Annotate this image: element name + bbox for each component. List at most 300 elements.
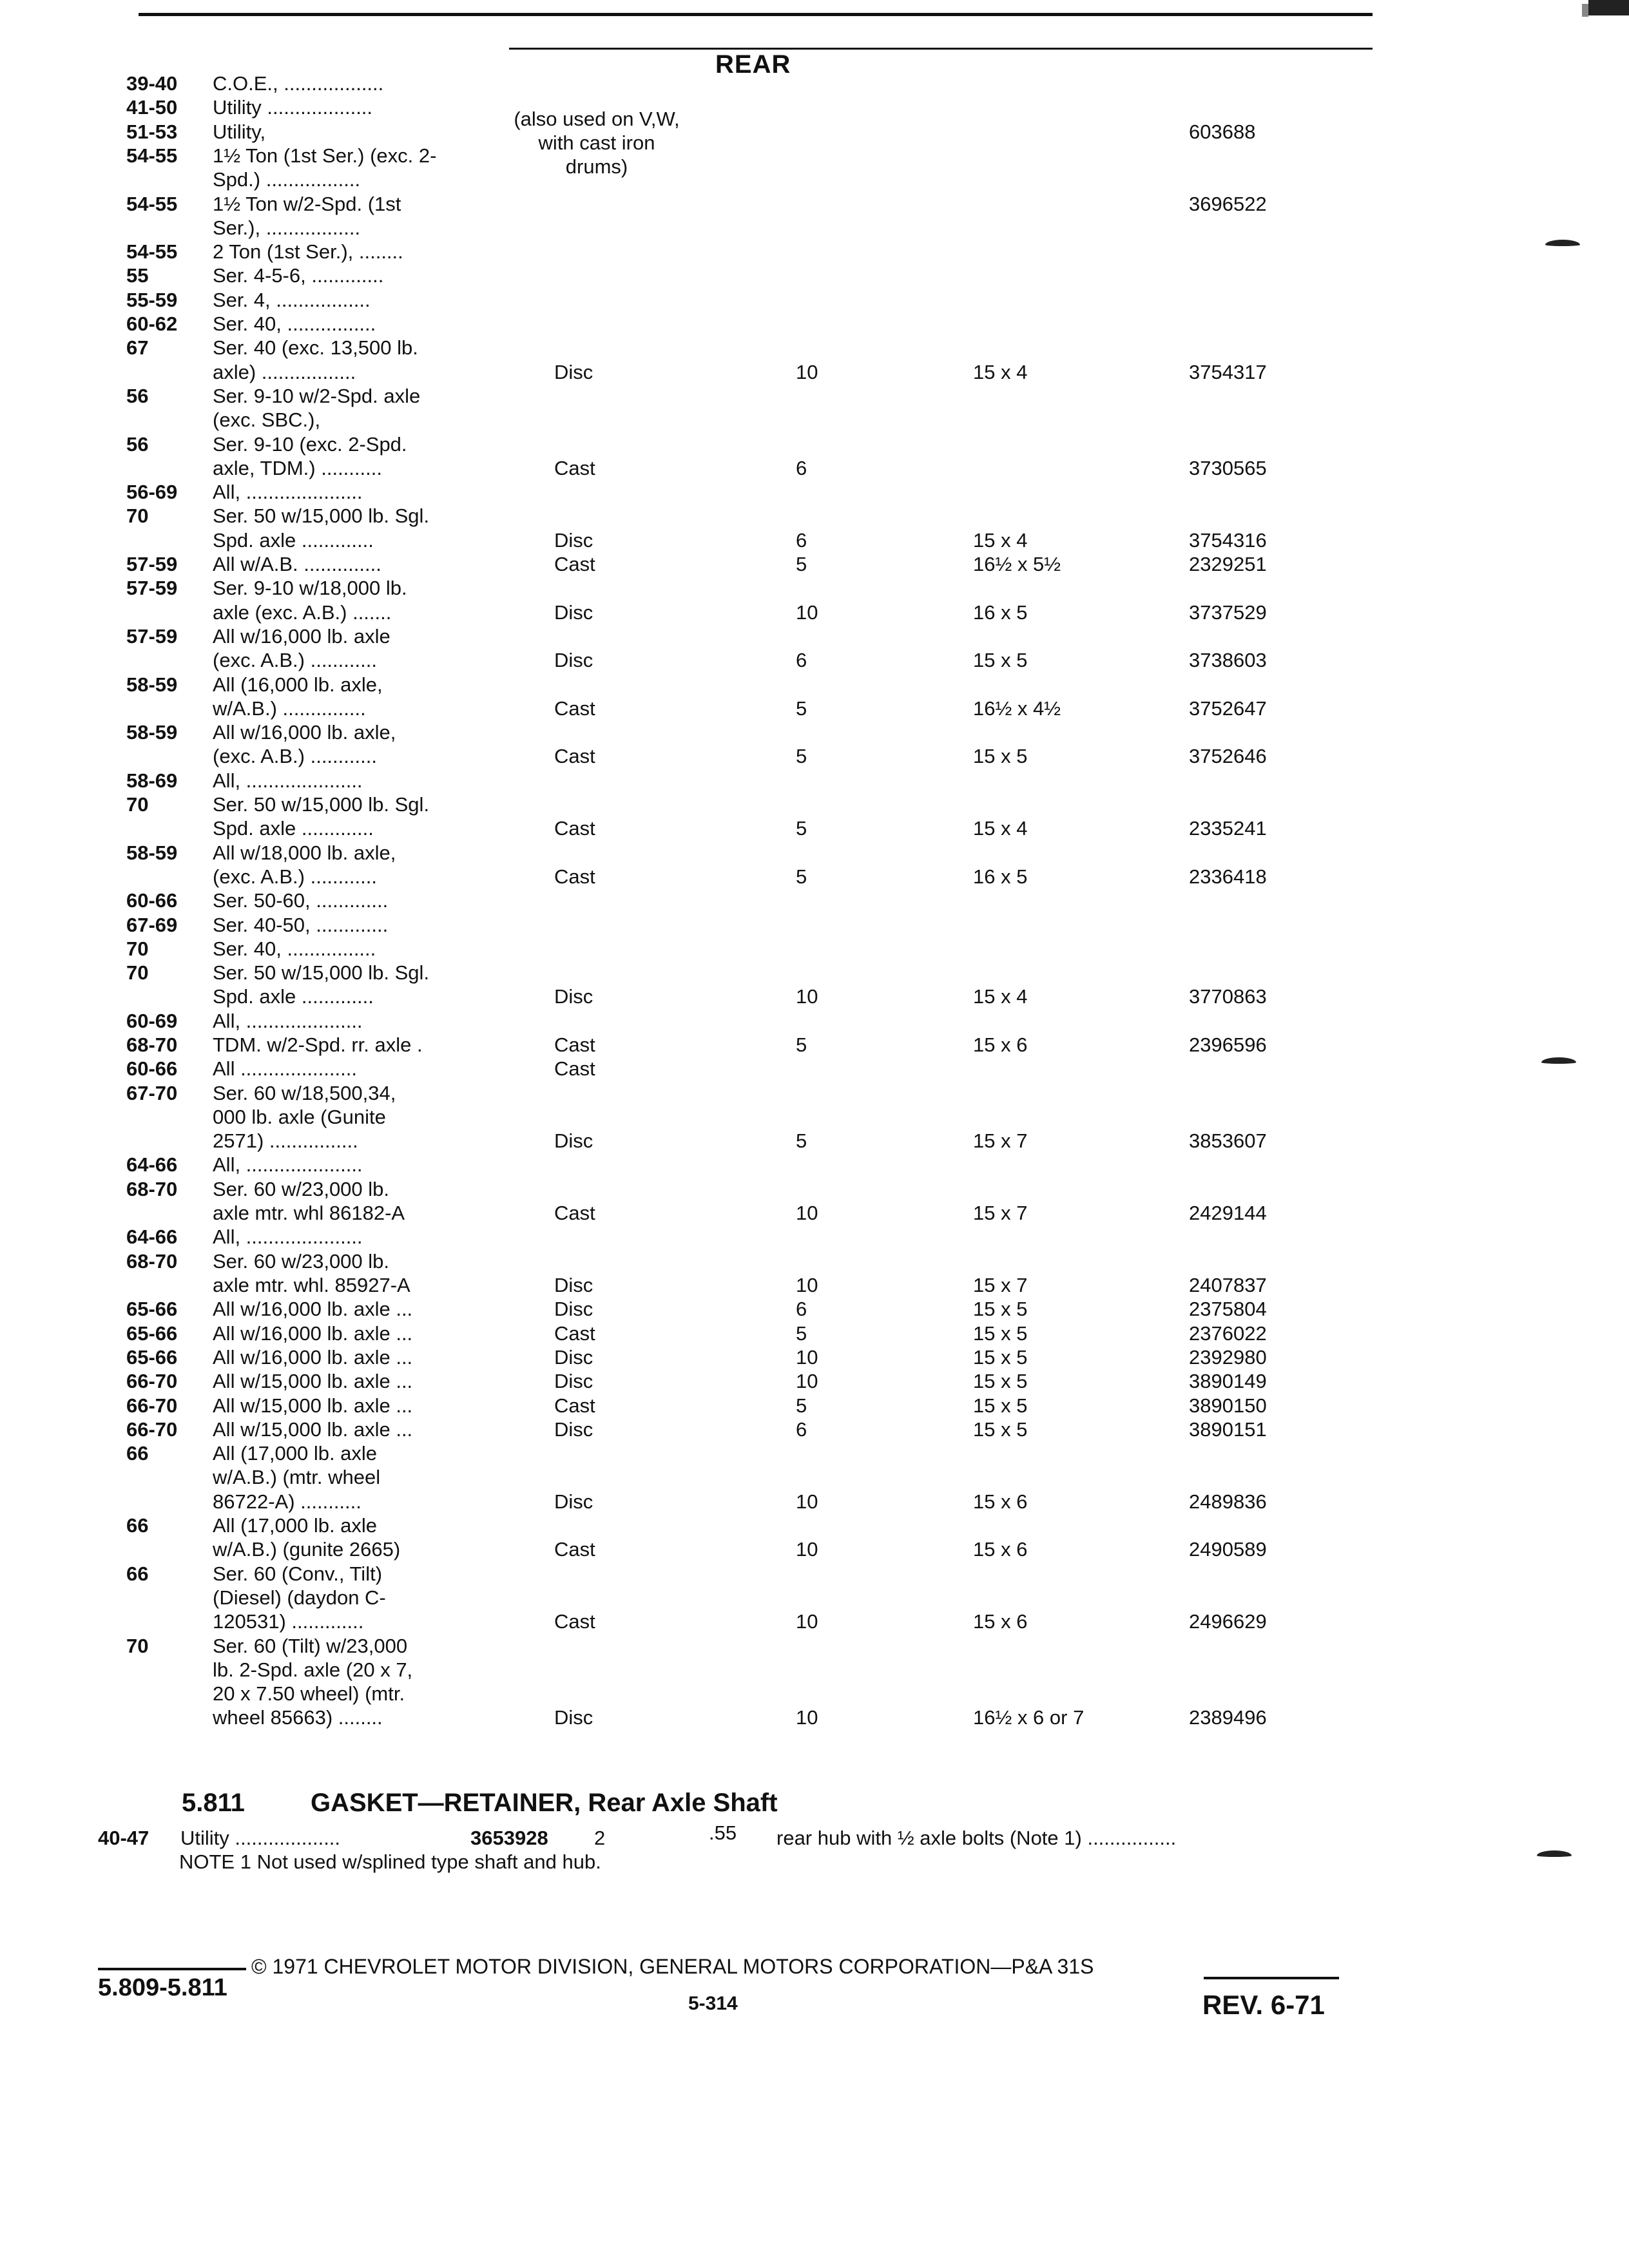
row-description: axle, TDM.) ........... — [213, 457, 382, 479]
row-bolt-count: 5 — [796, 865, 807, 888]
table-row — [0, 337, 1629, 359]
table-row — [0, 530, 1629, 552]
gasket-year: 40-47 — [98, 1827, 149, 1849]
table-row — [0, 602, 1629, 624]
row-bolt-count: 10 — [796, 1706, 818, 1729]
row-bolt-count: 10 — [796, 1274, 818, 1296]
row-description: Ser. 50 w/15,000 lb. Sgl. — [213, 505, 430, 527]
row-part-number: 2329251 — [1189, 553, 1267, 575]
row-description: All w/16,000 lb. axle ... — [213, 1322, 413, 1345]
row-description: Ser. 60 (Conv., Tilt) — [213, 1562, 383, 1585]
row-bolt-count: 6 — [796, 649, 807, 671]
row-part-number: 2396596 — [1189, 1033, 1267, 1056]
row-description: (Diesel) (daydon C- — [213, 1586, 386, 1609]
row-bolt-count: 5 — [796, 1033, 807, 1056]
gasket-part-number: 3653928 — [470, 1827, 548, 1849]
row-drum-size: 15 x 4 — [973, 817, 1028, 840]
row-drum-type: Cast — [554, 553, 595, 575]
table-row — [0, 698, 1629, 720]
row-part-number: 603688 — [1189, 120, 1256, 143]
row-part-number: 2375804 — [1189, 1298, 1267, 1320]
row-description: 000 lb. axle (Gunite — [213, 1106, 386, 1128]
row-year: 58-69 — [126, 769, 178, 792]
row-description: axle mtr. whl. 85927-A — [213, 1274, 410, 1296]
row-year: 39-40 — [126, 72, 178, 95]
table-row — [0, 745, 1629, 767]
row-description: Spd. axle ............. — [213, 985, 374, 1008]
table-row — [0, 1683, 1629, 1705]
table-row — [0, 1491, 1629, 1513]
section-rule — [509, 48, 1373, 50]
row-year: 55 — [126, 264, 149, 287]
row-year: 60-66 — [126, 889, 178, 912]
row-description: Ser. 50 w/15,000 lb. Sgl. — [213, 793, 430, 816]
row-drum-size: 15 x 4 — [973, 361, 1028, 383]
row-year: 66-70 — [126, 1418, 178, 1441]
row-part-number: 3890149 — [1189, 1370, 1267, 1392]
table-row — [0, 145, 1629, 167]
row-drum-type: Disc — [554, 361, 593, 383]
row-year: 60-66 — [126, 1057, 178, 1080]
table-row — [0, 1178, 1629, 1200]
row-description: Ser.), ................. — [213, 216, 361, 239]
row-description: 2 Ton (1st Ser.), ........ — [213, 240, 403, 263]
row-year: 41-50 — [126, 96, 178, 119]
row-drum-type: Cast — [554, 1033, 595, 1056]
row-bolt-count: 5 — [796, 1129, 807, 1152]
row-year: 60-62 — [126, 312, 178, 335]
row-description: (exc. SBC.), — [213, 408, 321, 431]
row-drum-type: Disc — [554, 1346, 593, 1369]
row-description: Ser. 40-50, ............. — [213, 914, 389, 936]
row-description: Utility ................... — [213, 96, 373, 119]
table-row — [0, 1010, 1629, 1032]
row-bolt-count: 5 — [796, 745, 807, 767]
row-description: Spd. axle ............. — [213, 817, 374, 840]
row-year: 54-55 — [126, 240, 178, 263]
row-part-number: 2496629 — [1189, 1610, 1267, 1633]
table-row — [0, 289, 1629, 311]
row-part-number: 2336418 — [1189, 865, 1267, 888]
table-row — [0, 1419, 1629, 1441]
row-part-number: 3770863 — [1189, 985, 1267, 1008]
row-bolt-count: 6 — [796, 1418, 807, 1441]
row-description: 1½ Ton (1st Ser.) (exc. 2- — [213, 144, 437, 167]
row-year: 54-55 — [126, 193, 178, 215]
row-description: All, ..................... — [213, 1225, 363, 1248]
row-drum-type: Cast — [554, 1057, 595, 1080]
table-row — [0, 722, 1629, 744]
row-drum-size: 15 x 5 — [973, 1322, 1028, 1345]
row-year: 56 — [126, 385, 149, 407]
row-drum-size: 15 x 6 — [973, 1490, 1028, 1513]
footer-section-range: 5.809-5.811 — [98, 1974, 227, 2001]
row-part-number: 2489836 — [1189, 1490, 1267, 1513]
table-row — [0, 1466, 1629, 1488]
row-year: 70 — [126, 937, 149, 960]
row-drum-size: 16½ x 4½ — [973, 697, 1061, 720]
drum-note-line: (also used on V,W, — [514, 108, 680, 130]
table-row — [0, 1659, 1629, 1681]
table-row — [0, 313, 1629, 335]
top-rule — [139, 13, 1373, 16]
row-description: Ser. 60 w/18,500,34, — [213, 1082, 396, 1104]
row-year: 66 — [126, 1562, 149, 1585]
row-bolt-count: 10 — [796, 1538, 818, 1561]
row-bolt-count: 5 — [796, 697, 807, 720]
row-drum-size: 15 x 5 — [973, 1298, 1028, 1320]
row-year: 56-69 — [126, 481, 178, 503]
footer-revision: REV. 6-71 — [1202, 1990, 1325, 2020]
row-year: 57-59 — [126, 577, 178, 599]
table-row — [0, 1587, 1629, 1609]
table-row — [0, 577, 1629, 599]
row-year: 64-66 — [126, 1153, 178, 1176]
table-row — [0, 1130, 1629, 1152]
row-drum-type: Cast — [554, 1538, 595, 1561]
row-drum-type: Disc — [554, 1418, 593, 1441]
row-drum-size: 15 x 7 — [973, 1129, 1028, 1152]
row-drum-type: Disc — [554, 1129, 593, 1152]
row-drum-type: Disc — [554, 1274, 593, 1296]
gasket-quantity: 2 — [594, 1827, 606, 1849]
row-description: All w/A.B. .............. — [213, 553, 381, 575]
gasket-note: NOTE 1 Not used w/splined type shaft and hub. — [179, 1850, 601, 1873]
table-row — [0, 1515, 1629, 1537]
row-drum-type: Cast — [554, 817, 595, 840]
row-description: All w/15,000 lb. axle ... — [213, 1394, 413, 1417]
row-year: 58-59 — [126, 841, 178, 864]
row-bolt-count: 10 — [796, 1202, 818, 1224]
row-drum-type: Disc — [554, 1370, 593, 1392]
table-row — [0, 1539, 1629, 1561]
row-drum-type: Disc — [554, 1706, 593, 1729]
row-description: All w/16,000 lb. axle ... — [213, 1298, 413, 1320]
row-part-number: 3754316 — [1189, 529, 1267, 552]
table-row — [0, 1611, 1629, 1633]
row-drum-size: 15 x 5 — [973, 745, 1028, 767]
table-row — [0, 97, 1629, 119]
table-row — [0, 169, 1629, 191]
gasket-note-row — [0, 1851, 1629, 1873]
row-description: All (17,000 lb. axle — [213, 1514, 378, 1537]
row-description: All w/16,000 lb. axle — [213, 625, 390, 648]
row-drum-size: 16½ x 6 or 7 — [973, 1706, 1084, 1729]
row-description: Ser. 40, ................ — [213, 312, 376, 335]
row-drum-type: Cast — [554, 1322, 595, 1345]
table-row — [0, 1370, 1629, 1392]
row-description: Utility, — [213, 120, 266, 143]
table-row — [0, 986, 1629, 1008]
row-description: All ..................... — [213, 1057, 357, 1080]
row-year: 56 — [126, 433, 149, 456]
row-year: 68-70 — [126, 1033, 178, 1056]
row-drum-size: 15 x 5 — [973, 1418, 1028, 1441]
row-description: All, ..................... — [213, 481, 363, 503]
table-row — [0, 890, 1629, 912]
table-row — [0, 1563, 1629, 1585]
gasket-heading — [182, 1789, 778, 1818]
table-row — [0, 674, 1629, 696]
table-row — [0, 1058, 1629, 1080]
row-description: Ser. 4, ................. — [213, 289, 371, 311]
row-drum-size: 16½ x 5½ — [973, 553, 1061, 575]
row-year: 64-66 — [126, 1225, 178, 1248]
table-row — [0, 217, 1629, 239]
row-description: Ser. 40 (exc. 13,500 lb. — [213, 336, 418, 359]
row-bolt-count: 5 — [796, 817, 807, 840]
row-drum-size: 15 x 5 — [973, 1370, 1028, 1392]
row-bolt-count: 6 — [796, 457, 807, 479]
row-description: All w/18,000 lb. axle, — [213, 841, 396, 864]
row-year: 67 — [126, 336, 149, 359]
row-drum-type: Cast — [554, 1202, 595, 1224]
table-row — [0, 1707, 1629, 1729]
table-row — [0, 842, 1629, 864]
table-row — [0, 1106, 1629, 1128]
row-description: (exc. A.B.) ............ — [213, 865, 377, 888]
row-part-number: 3738603 — [1189, 649, 1267, 671]
table-row — [0, 1347, 1629, 1369]
row-drum-type: Disc — [554, 649, 593, 671]
row-part-number: 3752646 — [1189, 745, 1267, 767]
table-row — [0, 121, 1629, 143]
row-description: 120531) ............. — [213, 1610, 364, 1633]
row-drum-size: 15 x 6 — [973, 1610, 1028, 1633]
row-description: All (16,000 lb. axle, — [213, 673, 383, 696]
row-description: lb. 2-Spd. axle (20 x 7, — [213, 1658, 413, 1681]
row-year: 60-69 — [126, 1010, 178, 1032]
gasket-description: Utility ................... — [180, 1827, 341, 1849]
row-description: axle) ................. — [213, 361, 356, 383]
row-drum-size: 15 x 7 — [973, 1202, 1028, 1224]
table-row — [0, 1298, 1629, 1320]
row-part-number: 3890151 — [1189, 1418, 1267, 1441]
row-year: 67-69 — [126, 914, 178, 936]
table-row — [0, 770, 1629, 792]
row-bolt-count: 10 — [796, 1370, 818, 1392]
row-description: Ser. 9-10 (exc. 2-Spd. — [213, 433, 407, 456]
row-drum-size: 15 x 5 — [973, 1394, 1028, 1417]
row-drum-type: Disc — [554, 1298, 593, 1320]
row-year: 66-70 — [126, 1394, 178, 1417]
row-year: 70 — [126, 793, 149, 816]
table-row — [0, 505, 1629, 527]
table-row — [0, 1082, 1629, 1104]
row-description: C.O.E., .................. — [213, 72, 384, 95]
row-bolt-count: 10 — [796, 1346, 818, 1369]
row-bolt-count: 10 — [796, 361, 818, 383]
row-drum-type: Cast — [554, 1610, 595, 1633]
table-row — [0, 553, 1629, 575]
row-part-number: 3754317 — [1189, 361, 1267, 383]
row-part-number: 3890150 — [1189, 1394, 1267, 1417]
row-drum-type: Cast — [554, 865, 595, 888]
row-description: axle (exc. A.B.) ....... — [213, 601, 392, 624]
row-bolt-count: 10 — [796, 1610, 818, 1633]
row-year: 57-59 — [126, 625, 178, 648]
row-description: Ser. 50 w/15,000 lb. Sgl. — [213, 961, 430, 984]
row-year: 54-55 — [126, 144, 178, 167]
table-row — [0, 481, 1629, 503]
row-part-number: 2335241 — [1189, 817, 1267, 840]
row-drum-type: Disc — [554, 529, 593, 552]
row-bolt-count: 10 — [796, 985, 818, 1008]
row-bolt-count: 10 — [796, 601, 818, 624]
row-year: 68-70 — [126, 1250, 178, 1273]
row-bolt-count: 5 — [796, 1394, 807, 1417]
row-drum-size: 15 x 5 — [973, 1346, 1028, 1369]
row-year: 70 — [126, 505, 149, 527]
row-description: All, ..................... — [213, 769, 363, 792]
drum-note-line: drums) — [565, 155, 628, 178]
row-description: All w/15,000 lb. axle ... — [213, 1370, 413, 1392]
table-row — [0, 866, 1629, 888]
row-description: All w/15,000 lb. axle ... — [213, 1418, 413, 1441]
row-part-number: 2389496 — [1189, 1706, 1267, 1729]
row-description: Ser. 40, ................ — [213, 937, 376, 960]
gasket-row — [0, 1821, 1629, 1849]
row-year: 57-59 — [126, 553, 178, 575]
table-row — [0, 457, 1629, 479]
row-description: w/A.B.) (mtr. wheel — [213, 1466, 381, 1488]
table-row — [0, 794, 1629, 816]
table-row — [0, 361, 1629, 383]
row-description: Ser. 9-10 w/18,000 lb. — [213, 577, 407, 599]
row-bolt-count: 5 — [796, 1322, 807, 1345]
row-drum-size: 16 x 5 — [973, 865, 1028, 888]
row-description: 1½ Ton w/2-Spd. (1st — [213, 193, 401, 215]
row-description: (exc. A.B.) ............ — [213, 745, 377, 767]
table-row — [0, 626, 1629, 648]
row-year: 66 — [126, 1514, 149, 1537]
row-year: 65-66 — [126, 1346, 178, 1369]
row-year: 70 — [126, 961, 149, 984]
table-row — [0, 1226, 1629, 1248]
table-row — [0, 914, 1629, 936]
row-year: 66-70 — [126, 1370, 178, 1392]
row-drum-type: Disc — [554, 601, 593, 624]
row-year: 68-70 — [126, 1178, 178, 1200]
table-row — [0, 1323, 1629, 1345]
row-description: (exc. A.B.) ............ — [213, 649, 377, 671]
gasket-extra: rear hub with ½ axle bolts (Note 1) ................ — [776, 1827, 1177, 1849]
footer-copyright: © 1971 CHEVROLET MOTOR DIVISION, GENERAL MOTORS CORPORATION—P&A 31S — [251, 1955, 1094, 1978]
row-description: Ser. 60 (Tilt) w/23,000 — [213, 1635, 408, 1657]
section-title: REAR — [715, 50, 791, 79]
row-description: Ser. 60 w/23,000 lb. — [213, 1250, 390, 1273]
row-year: 58-59 — [126, 721, 178, 744]
row-year: 55-59 — [126, 289, 178, 311]
row-year: 65-66 — [126, 1322, 178, 1345]
table-row — [0, 73, 1629, 95]
row-drum-type: Cast — [554, 1394, 595, 1417]
scan-corner-mark — [1588, 0, 1629, 15]
row-drum-size: 15 x 4 — [973, 529, 1028, 552]
row-part-number: 3853607 — [1189, 1129, 1267, 1152]
row-description: 2571) ................ — [213, 1129, 358, 1152]
gasket-price: .55 — [709, 1821, 737, 1844]
row-bolt-count: 10 — [796, 1490, 818, 1513]
table-row — [0, 1034, 1629, 1056]
footer-page-number: 5-314 — [688, 1993, 738, 2014]
row-drum-type: Cast — [554, 457, 595, 479]
row-description: All, ..................... — [213, 1153, 363, 1176]
drum-note-line: with cast iron — [538, 131, 655, 154]
table-row — [0, 434, 1629, 456]
row-part-number: 3737529 — [1189, 601, 1267, 624]
gasket-section-title: GASKET—RETAINER, Rear Axle Shaft — [311, 1789, 778, 1817]
row-drum-size: 15 x 6 — [973, 1538, 1028, 1561]
table-row — [0, 1443, 1629, 1465]
row-description: All w/16,000 lb. axle, — [213, 721, 396, 744]
table-row — [0, 385, 1629, 407]
row-description: Spd.) ................. — [213, 168, 361, 191]
row-drum-size: 15 x 4 — [973, 985, 1028, 1008]
row-description: w/A.B.) ............... — [213, 697, 366, 720]
row-drum-size: 15 x 5 — [973, 649, 1028, 671]
row-drum-size: 15 x 6 — [973, 1033, 1028, 1056]
table-row — [0, 1635, 1629, 1657]
row-drum-type: Disc — [554, 985, 593, 1008]
row-description: 20 x 7.50 wheel) (mtr. — [213, 1682, 405, 1705]
row-description: All, ..................... — [213, 1010, 363, 1032]
row-part-number: 2376022 — [1189, 1322, 1267, 1345]
row-year: 66 — [126, 1442, 149, 1465]
row-part-number: 2392980 — [1189, 1346, 1267, 1369]
table-row — [0, 938, 1629, 960]
row-description: All (17,000 lb. axle — [213, 1442, 378, 1465]
row-part-number: 2429144 — [1189, 1202, 1267, 1224]
table-row — [0, 1154, 1629, 1176]
table-row — [0, 649, 1629, 671]
row-year: 70 — [126, 1635, 149, 1657]
row-part-number: 3696522 — [1189, 193, 1267, 215]
row-description: All w/16,000 lb. axle ... — [213, 1346, 413, 1369]
table-row — [0, 409, 1629, 431]
footer-rule-left — [98, 1968, 246, 1970]
row-year: 58-59 — [126, 673, 178, 696]
row-description: 86722-A) ........... — [213, 1490, 361, 1513]
table-row — [0, 962, 1629, 984]
scan-corner-mark-edge — [1582, 4, 1588, 17]
table-row — [0, 1274, 1629, 1296]
table-row — [0, 1202, 1629, 1224]
row-part-number: 2407837 — [1189, 1274, 1267, 1296]
row-description: Ser. 9-10 w/2-Spd. axle — [213, 385, 421, 407]
row-part-number: 2490589 — [1189, 1538, 1267, 1561]
row-part-number: 3730565 — [1189, 457, 1267, 479]
row-part-number: 3752647 — [1189, 697, 1267, 720]
row-description: Ser. 4-5-6, ............. — [213, 264, 384, 287]
row-bolt-count: 5 — [796, 553, 807, 575]
row-description: Spd. axle ............. — [213, 529, 374, 552]
table-row — [0, 1251, 1629, 1273]
table-row — [0, 193, 1629, 215]
gasket-section-number: 5.811 — [182, 1789, 245, 1817]
row-drum-size: 15 x 7 — [973, 1274, 1028, 1296]
row-drum-type: Cast — [554, 745, 595, 767]
row-drum-type: Cast — [554, 697, 595, 720]
table-row — [0, 1395, 1629, 1417]
footer-rule-right — [1204, 1977, 1339, 1979]
row-description: Ser. 50-60, ............. — [213, 889, 389, 912]
row-description: Ser. 60 w/23,000 lb. — [213, 1178, 390, 1200]
table-row — [0, 265, 1629, 287]
row-description: axle mtr. whl 86182-A — [213, 1202, 405, 1224]
row-year: 65-66 — [126, 1298, 178, 1320]
row-year: 51-53 — [126, 120, 178, 143]
